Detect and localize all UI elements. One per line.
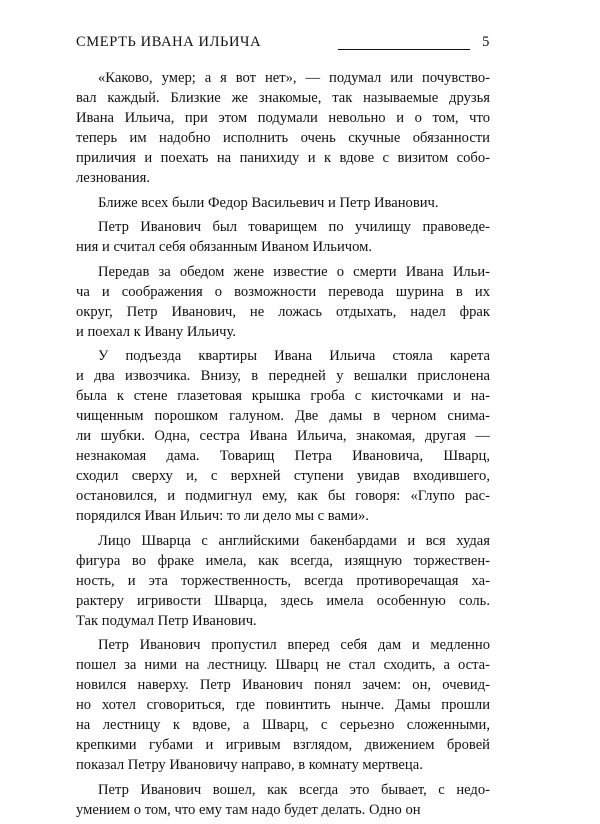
text-line: крепкими губами и игривым взглядом, движением бровей: [76, 737, 490, 753]
paragraph: [76, 531, 490, 631]
text-line: ность, и эта торжественность, всегда противоречащая ха-: [76, 572, 490, 589]
text-line: приличия и поехать на панихиду и к вдове с визитом собо-: [76, 150, 490, 166]
running-header: [76, 34, 490, 58]
text-line: лезнования.: [76, 170, 150, 186]
paragraph: [76, 68, 490, 188]
text-line: чищенным порошком галуном. Две дамы в черном снима-: [76, 408, 490, 424]
text-line: Лицо Шварца с английскими бакенбардами и вся худая: [98, 532, 490, 549]
text-line: но хотел сговориться, где повинтить нынче. Дамы прошли: [76, 697, 490, 713]
text-line: рактеру игривости Шварца, здесь имела особенную соль.: [76, 592, 490, 609]
paragraph: [76, 635, 490, 775]
text-line: вал каждый. Близкие же знакомые, так называемые друзья: [76, 90, 490, 106]
text-line: новился наверху. Петр Иванович понял зачем: он, очевид-: [76, 677, 490, 693]
paragraph: [76, 346, 490, 526]
paragraph: [76, 217, 490, 257]
header-rule: [338, 49, 470, 50]
text-line: Передав за обедом жене известие о смерти Ивана Ильи-: [98, 263, 490, 280]
text-line: сходил сверху и, с верхней ступени увидав входившего,: [76, 468, 490, 484]
paragraph: [76, 193, 490, 213]
text-line: остановился, и подмигнул ему, как бы говоря: «Глупо рас-: [76, 488, 490, 504]
text-line: показал Петру Ивановичу направо, в комнату мертвеца.: [76, 757, 423, 773]
text-line: ния и считал себя обязанным Иваном Ильичом.: [76, 239, 373, 255]
paragraph: [76, 780, 490, 820]
text-line: ли шубки. Одна, сестра Ивана Ильича, знакомая, другая —: [76, 428, 490, 444]
text-line: умением о том, что ему там надо будет делать. Одно он: [76, 801, 421, 818]
text-line: Ивана Ильича, при этом подумали невольно и о том, что: [76, 110, 490, 126]
text-line: на лестницу к вдове, а Шварц, с серьезно сложенными,: [76, 717, 490, 733]
text-line: порядился Иван Ильич: то ли дело мы с вами».: [76, 508, 369, 524]
page-number: 5: [482, 34, 490, 50]
text-line: Так подумал Петр Иванович.: [76, 612, 257, 629]
running-title: СМЕРТЬ ИВАНА ИЛЬИЧА: [76, 34, 262, 50]
text-line: и два извозчика. Внизу, в передней у вешалки прислонена: [76, 368, 490, 384]
text-line: пошел за ними на лестницу. Шварц не стал сходить, а оста-: [76, 657, 490, 673]
text-line: Петр Иванович был товарищем по училищу правоведе-: [98, 219, 490, 235]
text-line: У подъезда квартиры Ивана Ильича стояла карета: [98, 348, 490, 364]
text-line: незнакомая дама. Товарищ Петра Ивановича, Шварц,: [76, 448, 490, 464]
text-line: ча и соображения о возможности перевода шурина в их: [76, 283, 490, 300]
text-line: теперь им надобно исполнить очень скучные обязанности: [76, 130, 490, 146]
paragraph: [76, 262, 490, 342]
text-line: была к стене глазетовая крышка гроба с кисточками и на-: [76, 388, 490, 404]
text-line: округ, Петр Иванович, не ложась отдыхать, надел фрак: [76, 303, 490, 320]
text-line: и поехал к Ивану Ильичу.: [76, 323, 236, 340]
text-line: Ближе всех были Федор Васильевич и Петр Иванович.: [98, 194, 439, 211]
text-line: фигура во фраке имела, как всегда, изящную торжествен-: [76, 552, 490, 569]
body-text: [76, 68, 490, 824]
text-line: «Каково, умер; а я вот нет», — подумал или почувство-: [98, 70, 490, 86]
text-line: Петр Иванович пропустил вперед себя дам и медленно: [98, 637, 490, 653]
text-line: Петр Иванович вошел, как всегда это бывает, с недо-: [98, 781, 490, 798]
